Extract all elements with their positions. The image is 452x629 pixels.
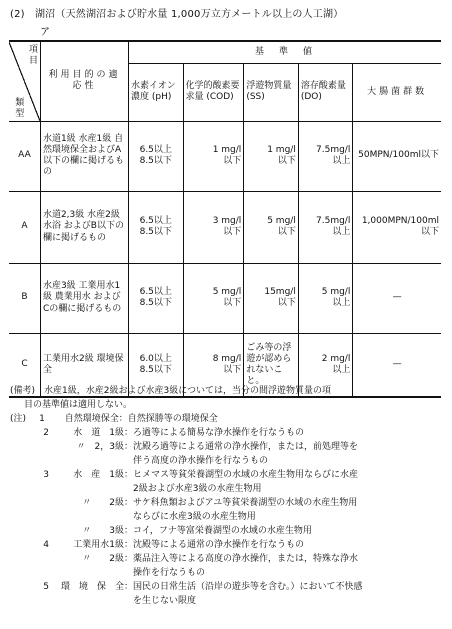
note-head: 工業用水1級： <box>73 540 133 550</box>
note-item <box>10 454 442 468</box>
standard-value-header: 基 準 値 <box>129 41 442 63</box>
cod-value: 5 mg/l <box>212 286 242 297</box>
note-head: 〃 2，3級： <box>76 442 133 452</box>
cod-suffix: 以下 <box>223 298 242 308</box>
ph-cell <box>129 121 184 191</box>
note-text: 沈殿ろ過等による通常の浄水操作，または，前処理等を <box>133 442 359 452</box>
cod-cell <box>183 263 244 333</box>
ss-cell <box>244 191 299 263</box>
note-item <box>10 566 442 580</box>
cod-cell <box>183 121 244 191</box>
note-text: 伴う高度の浄水操作を行なうもの <box>133 456 269 466</box>
do-value: 2 mg/l <box>321 353 351 364</box>
biko-text: 目の基準値は適用しない。 <box>24 400 133 410</box>
note-head: 〃 2級： <box>82 554 133 564</box>
note-number: 3 <box>43 470 49 480</box>
type-cell: AA <box>9 121 40 191</box>
note-text: サケ科魚類およびアユ等貧栄養湖型の水域の水産生物用 <box>133 498 358 508</box>
note-item <box>10 426 442 440</box>
cod-suffix: 以下 <box>223 227 242 237</box>
note-text: コイ，フナ等富栄養湖型の水域の水産生物用 <box>133 526 312 536</box>
note-text: ろ過等による簡易な浄水操作を行なうもの <box>133 428 305 438</box>
ss-value: 15mg/l <box>264 286 296 297</box>
note-item <box>10 538 442 552</box>
ss-cell <box>244 263 299 333</box>
biko-label: (備考) <box>10 386 36 396</box>
note-head: 水 産 1級： <box>73 470 133 480</box>
corner-type-label: 類型 <box>13 96 24 119</box>
ph-max: 8.5以下 <box>139 298 172 308</box>
coliform-value: 50MPN/100ml以下 <box>358 150 439 161</box>
table-row <box>9 263 441 333</box>
utility-cell: 水産3級 工業用水1級 農業用水 およびCの欄に掲げるもの <box>40 263 128 333</box>
table-row <box>9 191 441 263</box>
do-header: 溶存酸素量 (DO) <box>298 63 353 121</box>
type-cell: C <box>9 333 40 397</box>
ss-suffix: 以下 <box>277 298 296 308</box>
cod-header: 化学的酸素要求量 (COD) <box>183 63 244 121</box>
ph-min: 6.5以上 <box>139 215 172 226</box>
cod-suffix: 以下 <box>223 364 242 375</box>
utility-cell: 水道2,3級 水産2級 水浴 およびB以下の欄に掲げるもの <box>40 191 128 263</box>
coliform-suffix: 以下 <box>420 227 439 237</box>
note-head: 環 境 保 全： <box>60 582 133 592</box>
biko-text: 水産1級，水産2級および水産3級については，当分の間浮遊物質量の項 <box>44 386 332 396</box>
coliform-value: — <box>392 359 402 370</box>
note-text: 国民の日常生活（沿岸の遊歩等を含む。）において不快感 <box>133 582 363 592</box>
note-head: 〃 3級： <box>82 526 133 536</box>
ph-min: 6.5以上 <box>139 144 172 155</box>
do-value: 7.5mg/l <box>316 144 351 155</box>
coliform-value: 1,000MPN/100ml <box>361 215 439 226</box>
corner-item-label: 項目 <box>26 44 37 66</box>
coliform-cell <box>353 121 441 191</box>
do-value: 5 mg/l <box>321 286 351 297</box>
chu-label: (注) <box>10 414 27 424</box>
utility-cell: 水道1級 水産1級 自然環境保全およびA以下の欄に掲げるもの <box>40 121 128 191</box>
coliform-cell <box>353 191 441 263</box>
note-item <box>10 524 442 538</box>
ss-value: ごみ等の浮遊が認められないこと。 <box>246 343 292 386</box>
ss-suffix: 以下 <box>277 227 296 237</box>
type-cell: A <box>9 191 40 263</box>
note-item <box>10 482 442 496</box>
note-text: 沈殿等による通常の浄水操作を行なうもの <box>133 540 305 550</box>
ph-min: 6.5以上 <box>139 286 172 297</box>
note-item <box>10 552 442 566</box>
ph-max: 8.5以下 <box>139 364 172 375</box>
do-cell <box>298 121 353 191</box>
utility-header: 利用目的の適応性 <box>40 41 128 121</box>
note-number: 4 <box>43 540 49 550</box>
note-text: 薬品注入等による高度の浄水操作，または，特殊な浄水 <box>133 554 359 564</box>
note-head: 水 道 1級： <box>73 428 133 438</box>
type-cell: B <box>9 263 40 333</box>
notes-section <box>10 384 442 426</box>
note-number: 1 <box>39 414 45 424</box>
note-text: 自然探勝等の環境保全 <box>127 414 218 424</box>
section-title: (2) 湖沼（天然湖沼および貯水量 1,000万立方メートル以上の人工湖） <box>10 9 344 20</box>
note-item <box>10 594 442 608</box>
note-item <box>10 468 442 482</box>
do-value: 7.5mg/l <box>316 215 351 226</box>
do-suffix: 以上 <box>332 156 351 166</box>
chu-line <box>10 412 442 426</box>
note-head: 自然環境保全： <box>64 414 128 424</box>
ph-min: 6.0以上 <box>139 353 172 364</box>
ss-value: 1 mg/l <box>267 144 296 155</box>
ph-header: 水素イオン濃度 (pH) <box>129 63 184 121</box>
ph-max: 8.5以下 <box>139 227 172 237</box>
ss-value: 5 mg/l <box>267 215 296 226</box>
note-item <box>10 510 442 524</box>
cod-value: 1 mg/l <box>212 144 242 155</box>
note-text: を生じない限度 <box>133 596 197 606</box>
utility-cell: 工業用水2級 環境保全 <box>40 333 128 397</box>
do-suffix: 以上 <box>332 227 351 237</box>
notes-list <box>10 426 442 608</box>
ph-max: 8.5以下 <box>139 156 172 166</box>
note-text: 操作を行なうもの <box>133 568 206 578</box>
note-item <box>10 496 442 510</box>
corner-header <box>9 41 40 121</box>
do-cell <box>298 263 353 333</box>
subsection-label: ア <box>40 27 50 38</box>
coliform-cell <box>353 263 441 333</box>
do-suffix: 以上 <box>332 298 351 308</box>
coliform-header: 大腸菌群数 <box>353 63 441 121</box>
note-head: 〃 2級： <box>82 498 133 508</box>
note-text: ならびに水産3級の水産生物用 <box>133 512 256 522</box>
note-number: 2 <box>43 428 49 438</box>
note-item <box>10 580 442 594</box>
biko-line <box>10 384 442 398</box>
note-number: 5 <box>43 582 49 592</box>
biko-line <box>10 398 442 412</box>
standards-table <box>9 40 441 398</box>
cod-value: 3 mg/l <box>212 215 242 226</box>
cod-suffix: 以下 <box>223 156 242 166</box>
do-suffix: 以上 <box>332 364 351 375</box>
ss-suffix: 以下 <box>277 156 296 166</box>
note-item <box>10 440 442 454</box>
ss-header: 浮遊物質量 (SS) <box>244 63 299 121</box>
note-text: 2級および水産3級の水産生物用 <box>133 484 262 494</box>
cod-cell <box>183 191 244 263</box>
ph-cell <box>129 263 184 333</box>
ss-cell <box>244 121 299 191</box>
table-row <box>9 121 441 191</box>
cod-value: 8 mg/l <box>212 353 242 364</box>
do-cell <box>298 191 353 263</box>
note-text: ヒメマス等貧栄養湖型の水域の水産生物用ならびに水産 <box>133 470 359 480</box>
coliform-value: — <box>392 292 402 303</box>
ph-cell <box>129 191 184 263</box>
